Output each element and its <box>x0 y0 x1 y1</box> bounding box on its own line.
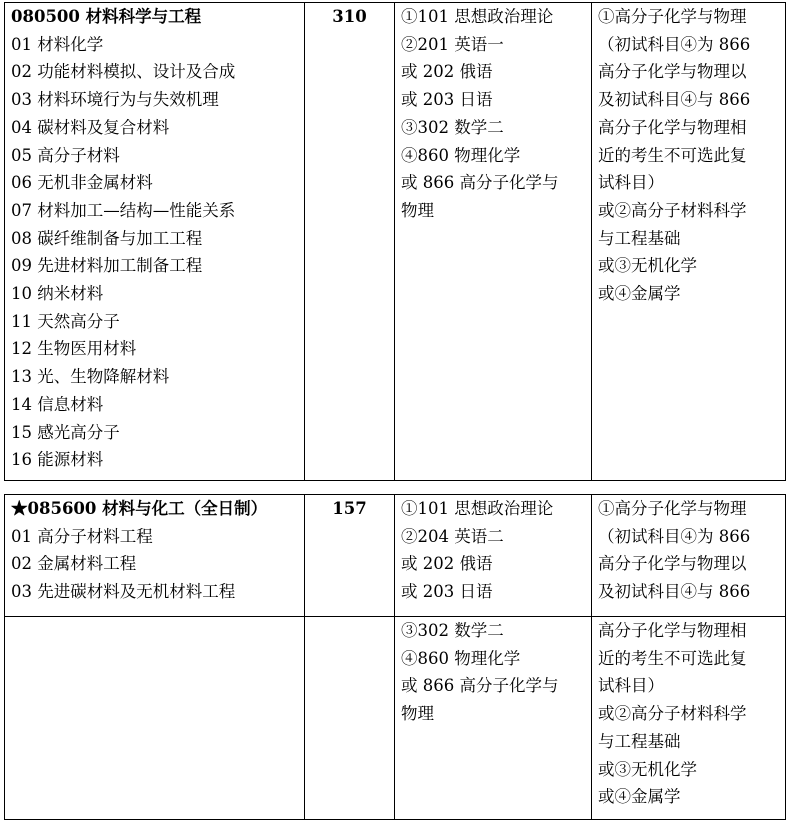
direction-item: 07 材料加工—结构—性能关系 <box>11 200 236 220</box>
direction-item: 08 碳纤维制备与加工工程 <box>11 228 203 248</box>
direction-item: 14 信息材料 <box>11 394 104 414</box>
directions-cell-empty <box>5 617 305 820</box>
retest-subject: （初试科目④为 866 <box>598 34 751 54</box>
table-row <box>5 3 786 481</box>
program-table-080500 <box>4 2 786 481</box>
exam-subject: 物理 <box>401 200 434 220</box>
direction-item: 02 金属材料工程 <box>11 554 137 574</box>
direction-item: 10 纳米材料 <box>11 284 104 304</box>
direction-item: 01 材料化学 <box>11 34 104 54</box>
exam-subject: 或 866 高分子化学与 <box>401 676 559 696</box>
exam-subject: 或 203 日语 <box>401 90 493 110</box>
retest-subject: ①高分子化学与物理 <box>598 499 747 518</box>
retest-subject: 或②高分子材料科学 <box>598 704 747 724</box>
program-table-085600-continued <box>4 616 786 820</box>
retest-subject: 近的考生不可选此复 <box>598 145 747 165</box>
exam-subjects-cell <box>395 617 592 820</box>
exam-subject: ④860 物理化学 <box>401 648 521 668</box>
retest-subject: 或②高分子材料科学 <box>598 200 747 220</box>
exam-subjects-cell <box>395 3 592 481</box>
retest-subjects-cell <box>592 3 786 481</box>
retest-subject: 高分子化学与物理相 <box>598 621 747 640</box>
direction-item: 02 功能材料模拟、设计及合成 <box>11 62 236 82</box>
exam-subject: ③302 数学二 <box>401 621 504 640</box>
exam-subject: 或 866 高分子化学与 <box>401 173 559 193</box>
exam-subject: 或 202 俄语 <box>401 62 493 82</box>
direction-item: 13 光、生物降解材料 <box>11 367 170 387</box>
retest-subject: 与工程基础 <box>598 731 681 751</box>
retest-subjects-cell <box>592 617 786 820</box>
retest-subject: ①高分子化学与物理 <box>598 7 747 26</box>
table-row <box>5 495 786 617</box>
direction-item: 06 无机非金属材料 <box>11 173 153 193</box>
direction-item: 04 碳材料及复合材料 <box>11 117 170 137</box>
direction-item: 09 先进材料加工制备工程 <box>11 256 203 276</box>
exam-subject: ④860 物理化学 <box>401 145 521 165</box>
quota-cell-empty <box>305 617 395 820</box>
direction-item: 11 天然高分子 <box>11 311 120 331</box>
retest-subject: 及初试科目④与 866 <box>598 90 751 110</box>
exam-subject: ①101 思想政治理论 <box>401 7 554 26</box>
exam-subject: ③302 数学二 <box>401 117 504 137</box>
table-row <box>5 617 786 820</box>
quota-cell: 157 <box>305 495 395 617</box>
retest-subject: 或④金属学 <box>598 787 681 807</box>
directions-cell <box>5 495 305 617</box>
direction-item: 16 能源材料 <box>11 450 104 470</box>
retest-subject: 高分子化学与物理以 <box>598 62 747 82</box>
retest-subject: 或③无机化学 <box>598 759 697 779</box>
direction-item: 03 先进碳材料及无机材料工程 <box>11 582 236 602</box>
exam-subject: ①101 思想政治理论 <box>401 499 554 518</box>
exam-subjects-cell <box>395 495 592 617</box>
retest-subject: 与工程基础 <box>598 228 681 248</box>
direction-item: 05 高分子材料 <box>11 145 120 165</box>
retest-subject: （初试科目④为 866 <box>598 526 751 546</box>
exam-subject: ②204 英语二 <box>401 526 504 546</box>
exam-subject: ②201 英语一 <box>401 34 504 54</box>
retest-subject: 或④金属学 <box>598 284 681 304</box>
direction-item: 01 高分子材料工程 <box>11 526 153 546</box>
retest-subject: 及初试科目④与 866 <box>598 582 751 602</box>
retest-subject: 试科目） <box>598 676 664 696</box>
exam-subject: 或 203 日语 <box>401 582 493 602</box>
direction-item: 12 生物医用材料 <box>11 339 137 359</box>
directions-cell <box>5 3 305 481</box>
retest-subject: 或③无机化学 <box>598 256 697 276</box>
direction-item: 03 材料环境行为与失效机理 <box>11 90 219 110</box>
program-title: 080500 材料科学与工程 <box>11 7 202 26</box>
retest-subject: 近的考生不可选此复 <box>598 648 747 668</box>
retest-subject: 试科目） <box>598 173 664 193</box>
exam-subject: 物理 <box>401 704 434 724</box>
program-title: ★085600 材料与化工（全日制） <box>11 499 268 518</box>
exam-subject: 或 202 俄语 <box>401 554 493 574</box>
retest-subject: 高分子化学与物理以 <box>598 554 747 574</box>
retest-subjects-cell <box>592 495 786 617</box>
program-table-085600 <box>4 494 786 617</box>
direction-item: 15 感光高分子 <box>11 422 120 442</box>
retest-subject: 高分子化学与物理相 <box>598 117 747 137</box>
quota-cell: 310 <box>305 3 395 481</box>
